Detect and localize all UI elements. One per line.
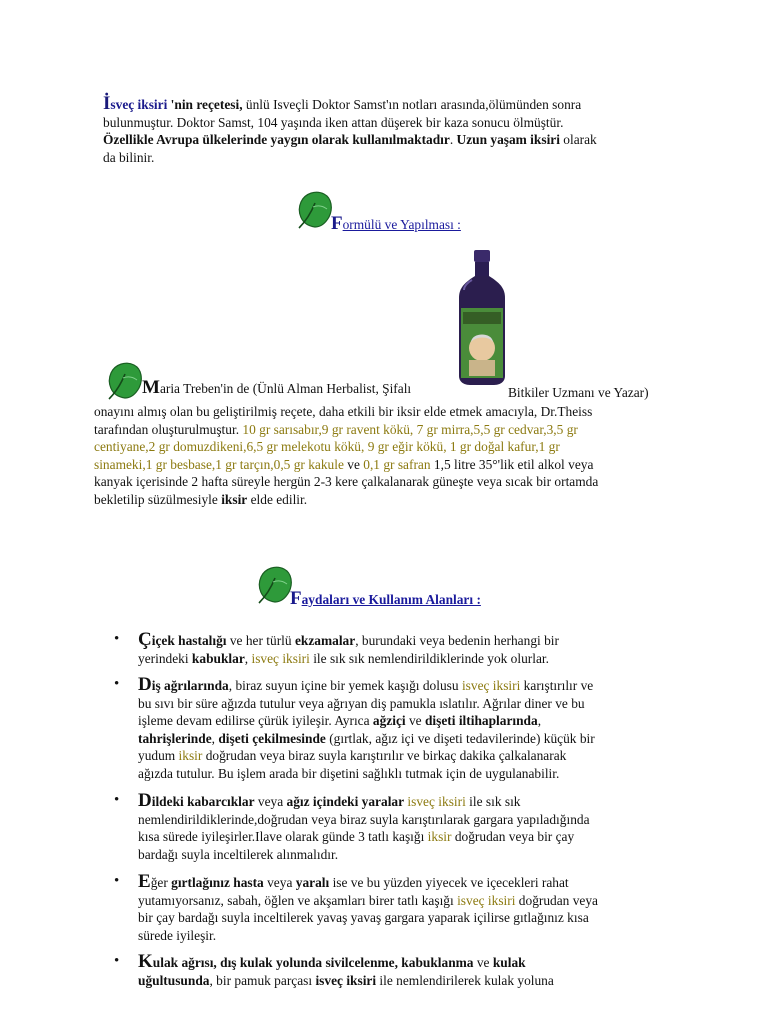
item-text: ile sık sık nemlendirildiklerinde yok olurlar. — [309, 650, 549, 666]
item-text: , burundaki veya bedenin herhangi bir — [355, 633, 559, 648]
green-leaf-icon — [106, 360, 144, 400]
item-text: ise ve bu yüzden yiyecek ve içecekleri rahat — [329, 875, 569, 890]
item-text: ile sık sık — [465, 794, 521, 809]
item-text: yerindeki — [138, 650, 192, 666]
item-bold: kulak — [492, 955, 526, 970]
section-heading-text[interactable]: aydaları ve Kullanım Alanları : — [301, 592, 481, 607]
list-item — [138, 676, 698, 782]
item-text: yutamıyorsanız, sabah, öğlen ve akşamları birer tatlı kaşığı — [138, 892, 458, 908]
ingredient-text: centiyane,2 gr domuzdikeni,6,5 gr melekotu kökü, 9 gr eğir kökü, 1 gr doğal kafur,1 gr — [94, 439, 560, 454]
recipe-text: onayını almış olan bu geliştirilmiş reçete, daha etkili bir iksir elde etmek amacıyla, Dr.Theiss — [94, 404, 593, 419]
item-text: bir çay bardağı suyla inceltilerek yavaş yavaş gargara yaparak içilirse gıtlağınız kısa — [138, 910, 589, 925]
recipe-line1-right — [508, 384, 649, 402]
item-lead-letter: K — [138, 951, 153, 972]
recipe-text: bekletilip süzülmesiyle — [94, 491, 222, 507]
item-text: sürede iyileşir. — [138, 927, 217, 943]
item-bold: iş ağrılarında — [151, 678, 229, 693]
item-text: , — [211, 730, 219, 746]
bullet-marker: • — [114, 792, 120, 808]
ingredient-text: 1 gr tarçın, — [215, 456, 274, 472]
item-text: ğer — [150, 875, 172, 890]
recipe-text: ve — [343, 456, 364, 472]
ingredient-text: 0,1 gr safran — [363, 456, 431, 472]
bullet-marker: • — [114, 873, 120, 889]
item-highlight: isveç iksiri — [251, 650, 310, 666]
item-text: işleme devam edilirse çürük iyileşir. Ayrıca — [138, 713, 373, 728]
intro-paragraph — [103, 95, 703, 166]
item-text: veya — [263, 875, 296, 890]
bullet-marker: • — [114, 953, 120, 969]
item-text: ve — [405, 713, 425, 728]
section-heading-text[interactable]: ormülü ve Yapılması : — [342, 217, 461, 232]
recipe-text: Bitkiler Uzmanı ve Yazar) — [508, 385, 649, 400]
item-text: , biraz suyun içine bir yemek kaşığı dolusu — [228, 678, 462, 693]
item-lead-letter: D — [138, 674, 152, 695]
intro-line1-tail: ünlü Isveçli Doktor Samst'ın notları arasında,ölümünden sonra — [242, 97, 582, 112]
item-text: , — [537, 713, 542, 728]
recipe-text: tarafından oluşturulmuştur. — [94, 421, 243, 437]
item-bold: ildeki kabarcıklar — [151, 794, 255, 809]
item-text: bu sıvı bir süre ağızda tutulur veya ağrıyan diş pamukla ıslatılır. Ağrılar diner ve bu — [138, 695, 585, 711]
recipe-text: aria Treben'in de (Ünlü Alman Herbalist, Şifalı — [159, 381, 412, 396]
item-bold: ekzamalar — [294, 633, 356, 648]
item-text: ağızda tutulur. Bu işlem arada bir dişetini sağlıklı tutmak için de uygulanabilir. — [138, 765, 560, 781]
item-bold: ulak ağrısı, dış kulak yolunda sivilcelenme, kabuklanma — [152, 955, 474, 970]
item-text: , — [244, 650, 252, 666]
intro-line4: da bilinir. — [103, 149, 155, 165]
ingredient-text: sinameki, — [94, 456, 146, 472]
item-bold: uğultusunda — [138, 972, 210, 988]
ingredient-text: 0,5 gr kakule — [273, 456, 344, 472]
ingredient-text: 10 gr sarısabır,9 gr ravent kökü, 7 gr mirra,5,5 gr cedvar,3,5 gr — [242, 421, 578, 437]
item-bold: dişeti iltihaplarında — [424, 713, 538, 728]
item-text: doğrudan veya — [515, 892, 599, 908]
item-highlight: iksir — [427, 829, 452, 844]
bullet-marker: • — [114, 676, 120, 692]
item-highlight: isveç iksiri — [461, 678, 521, 693]
section-heading-letter: F — [290, 588, 302, 609]
item-text: doğrudan veya bir çay — [451, 829, 575, 844]
recipe-bold: iksir — [221, 491, 248, 507]
recipe-lead-letter: M — [142, 377, 160, 398]
item-bold: yaralı — [295, 875, 330, 890]
item-text: kısa sürede iyileşirler.Ilave olarak günde 3 tatlı kaşığı — [138, 829, 428, 844]
list-item — [138, 631, 698, 667]
bullet-marker: • — [114, 631, 120, 647]
list-item — [138, 953, 698, 989]
item-text: karıştırılır ve — [520, 678, 594, 693]
item-bold: kabuklar — [191, 650, 245, 666]
item-text: ile nemlendirilerek kulak yoluna — [376, 972, 554, 988]
recipe-text: elde edilir. — [247, 491, 308, 507]
item-bold: isveç iksiri — [315, 972, 377, 988]
item-highlight: iksir — [178, 748, 203, 763]
item-bold: ağziçi — [372, 713, 406, 728]
item-text: ve her türlü — [226, 633, 295, 648]
item-text: (gırtlak, ağız içi ve dişeti tedavilerinde) küçük bir — [325, 730, 595, 746]
item-highlight: isveç iksiri — [457, 892, 516, 908]
item-bold: dişeti çekilmesinde — [218, 730, 326, 746]
recipe-paragraph — [94, 403, 714, 508]
intro-bold-europe: Özellikle Avrupa ülkelerinde yaygın olarak kullanılmaktadır — [103, 132, 450, 147]
green-leaf-icon — [256, 564, 294, 604]
recipe-text: 1,5 litre 35°'lik etil alkol veya — [430, 456, 594, 472]
intro-line2: bulunmuştur. Doktor Samst, 104 yaşında iken attan düşerek bir kaza sonucu ölmüştür. — [103, 114, 564, 130]
item-bold: ağız içindeki yaralar — [286, 794, 405, 809]
recipe-text: kanyak içerisinde 2 hafta süreyle hergün 2-3 kere çalkalanarak güneşte veya sıcak bir ortamda — [94, 474, 599, 489]
item-highlight: isveç iksiri — [407, 794, 466, 809]
elixir-bottle-image — [456, 250, 508, 386]
item-bold: gırtlağınız hasta — [171, 875, 264, 890]
intro-bold-longlife: Uzun yaşam iksiri — [456, 132, 560, 147]
item-text: veya — [254, 794, 287, 809]
item-lead-letter: E — [138, 871, 151, 892]
item-text: bardağı suyla inceltilerek alınmalıdır. — [138, 846, 339, 862]
item-bold: tahrişlerinde — [138, 730, 212, 746]
item-text: ve — [473, 955, 493, 970]
section-heading-benefits[interactable] — [290, 588, 481, 610]
item-text: doğrudan veya biraz suyla karıştırılır ve birkaç dakika çalkalanarak — [202, 748, 567, 763]
item-lead-letter: Ç — [138, 629, 152, 650]
intro-line3-tail: olarak — [559, 132, 597, 147]
section-heading-formula[interactable] — [331, 213, 461, 235]
ingredient-text: 1 gr besbase, — [145, 456, 216, 472]
list-item — [138, 792, 698, 863]
intro-title-tail: 'nin reçetesi, — [167, 97, 243, 112]
item-lead-letter: D — [138, 790, 152, 811]
intro-lead-letter: İ — [103, 93, 111, 114]
section-heading-letter: F — [331, 213, 343, 234]
item-bold: içek hastalığı — [151, 633, 227, 648]
intro-title: sveç iksiri — [110, 97, 168, 112]
item-text: yudum — [138, 748, 179, 763]
list-item — [138, 873, 698, 944]
item-text: nemlendirildiklerinde,doğrudan veya biraz suyla karıştırılarak gargara yapıladığında — [138, 811, 590, 827]
intro-sep: . — [449, 132, 457, 147]
green-leaf-icon — [296, 189, 334, 229]
item-text: , bir pamuk parçası — [209, 972, 316, 988]
